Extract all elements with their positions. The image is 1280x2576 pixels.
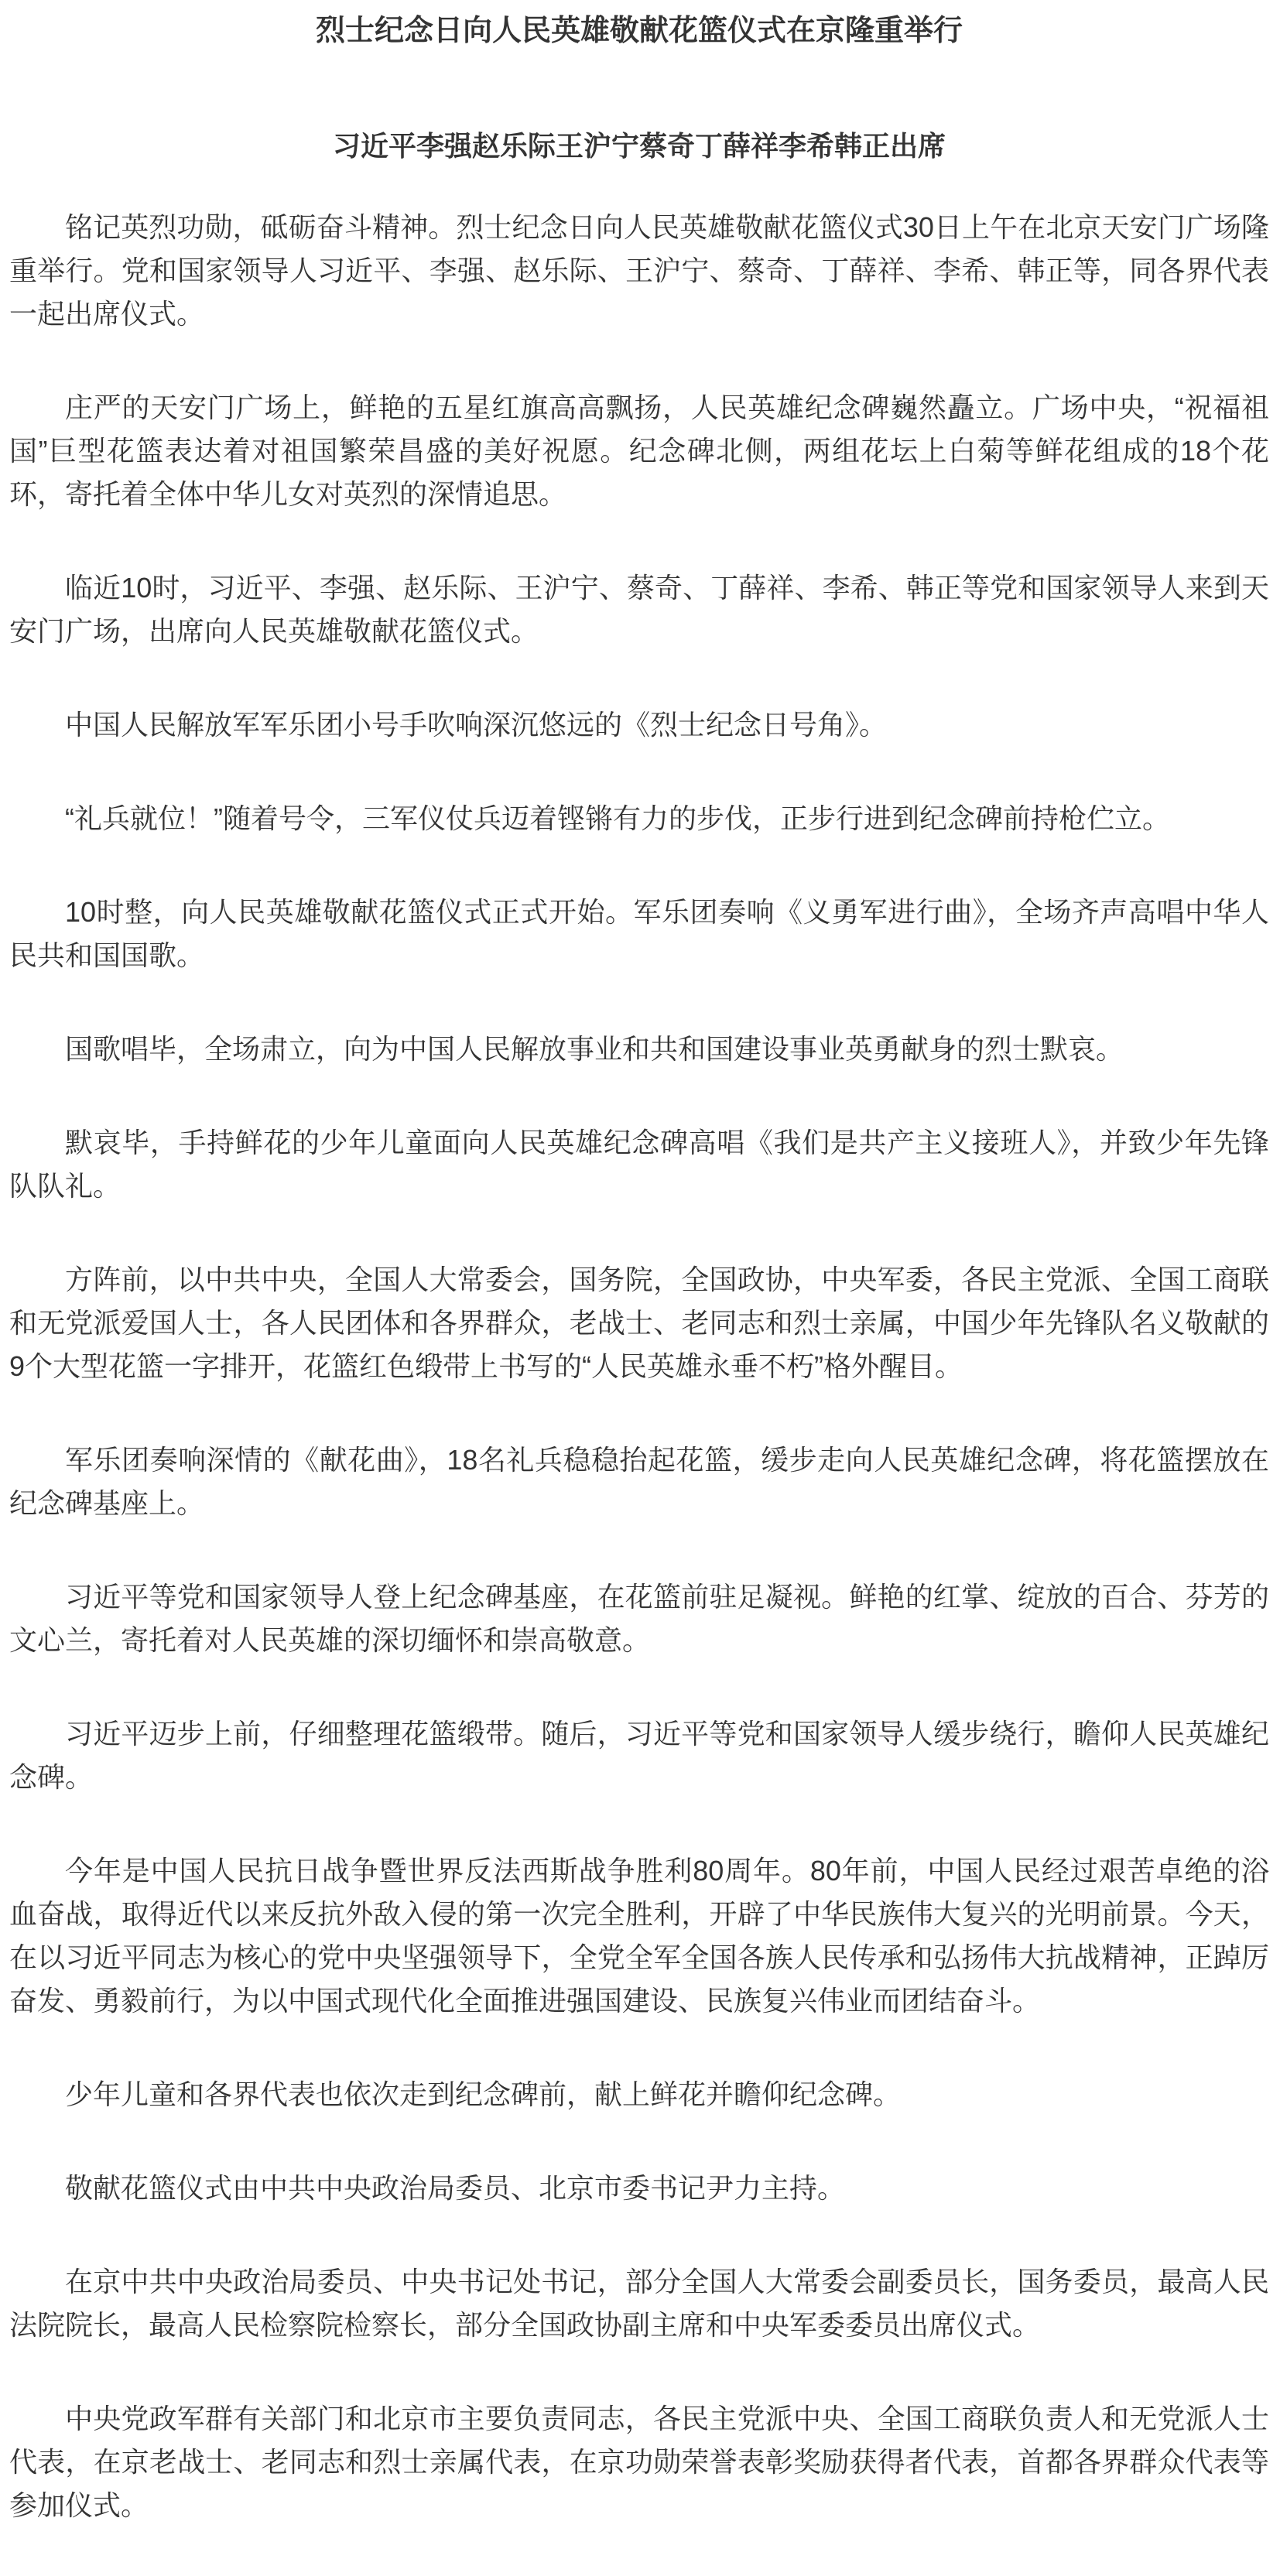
article-paragraph: 军乐团奏响深情的《献花曲》，18名礼兵稳稳抬起花篮，缓步走向人民英雄纪念碑，将花篮摆放在纪念碑基座上。 — [9, 1444, 1269, 1520]
article-paragraph: 少年儿童和各界代表也依次走到纪念碑前，献上鲜花并瞻仰纪念碑。 — [65, 2078, 902, 2111]
article-paragraph: 今年是中国人民抗日战争暨世界反法西斯战争胜利80周年。80年前，中国人民经过艰苦卓绝的浴血奋战，取得近代以来反抗外敌入侵的第一次完全胜利，开辟了中华民族伟大复兴的光明前景。今天，在以习近平同志为核心的党中央坚强领导下，全党全军全国各族人民传承和弘扬伟大抗战精神，正踔厉奋发、勇毅前行，为以中国式现代化全面推进强国建设、民族复兴伟业而团结奋斗。 — [9, 1855, 1269, 2017]
article-paragraph: 习近平迈步上前，仔细整理花篮缎带。随后，习近平等党和国家领导人缓步绕行，瞻仰人民英雄纪念碑。 — [9, 1718, 1269, 1794]
article-paragraph: 习近平等党和国家领导人登上纪念碑基座，在花篮前驻足凝视。鲜艳的红掌、绽放的百合、芬芳的文心兰，寄托着对人民英雄的深切缅怀和崇高敬意。 — [9, 1581, 1269, 1657]
article-subtitle: 习近平李强赵乐际王沪宁蔡奇丁薛祥李希韩正出席 — [332, 130, 946, 162]
article-paragraph: 默哀毕，手持鲜花的少年儿童面向人民英雄纪念碑高唱《我们是共产主义接班人》，并致少年先锋队队礼。 — [9, 1127, 1269, 1202]
article-paragraph: 10时整，向人民英雄敬献花篮仪式正式开始。军乐团奏响《义勇军进行曲》，全场齐声高唱中华人民共和国国歌。 — [9, 896, 1269, 972]
article-paragraph: 在京中共中央政治局委员、中央书记处书记，部分全国人大常委会副委员长，国务委员，最高人民法院院长，最高人民检察院检察长，部分全国政协副主席和中央军委委员出席仪式。 — [9, 2266, 1269, 2342]
article-paragraph: 临近10时，习近平、李强、赵乐际、王沪宁、蔡奇、丁薛祥、李希、韩正等党和国家领导人来到天安门广场，出席向人民英雄敬献花篮仪式。 — [9, 572, 1269, 648]
article-paragraph: 方阵前，以中共中央，全国人大常委会，国务院，全国政协，中央军委，各民主党派、全国工商联和无党派爱国人士，各人民团体和各界群众，老战士、老同志和烈士亲属，中国少年先锋队名义敬献的9个大型花篮一字排开，花篮红色缎带上书写的“人民英雄永垂不朽”格外醒目。 — [9, 1264, 1269, 1383]
article-title: 烈士纪念日向人民英雄敬献花篮仪式在京隆重举行 — [315, 15, 963, 47]
article-paragraph: 铭记英烈功勋，砥砺奋斗精神。烈士纪念日向人民英雄敬献花篮仪式30日上午在北京天安门广场隆重举行。党和国家领导人习近平、李强、赵乐际、王沪宁、蔡奇、丁薛祥、李希、韩正等，同各界代表一起出席仪式。 — [9, 211, 1269, 330]
article-paragraph: 中国人民解放军军乐团小号手吹响深沉悠远的《烈士纪念日号角》。 — [65, 709, 888, 741]
article-paragraph: 庄严的天安门广场上，鲜艳的五星红旗高高飘扬，人民英雄纪念碑巍然矗立。广场中央，“祝福祖国”巨型花篮表达着对祖国繁荣昌盛的美好祝愿。纪念碑北侧，两组花坛上白菊等鲜花组成的18个花环，寄托着全体中华儿女对英烈的深情追思。 — [9, 392, 1269, 511]
article-paragraph: 中央党政军群有关部门和北京市主要负责同志，各民主党派中央、全国工商联负责人和无党派人士代表，在京老战士、老同志和烈士亲属代表，在京功勋荣誉表彰奖励获得者代表，首都各界群众代表等参加仪式。 — [9, 2403, 1269, 2522]
article-paragraph: 国歌唱毕，全场肃立，向为中国人民解放事业和共和国建设事业英勇献身的烈士默哀。 — [65, 1033, 1124, 1066]
article-body — [9, 206, 1269, 2527]
article-paragraph: 敬献花篮仪式由中共中央政治局委员、北京市委书记尹力主持。 — [65, 2172, 846, 2205]
article-paragraph: “礼兵就位！”随着号令，三军仪仗兵迈着铿锵有力的步伐，正步行进到纪念碑前持枪伫立。 — [65, 802, 1170, 835]
